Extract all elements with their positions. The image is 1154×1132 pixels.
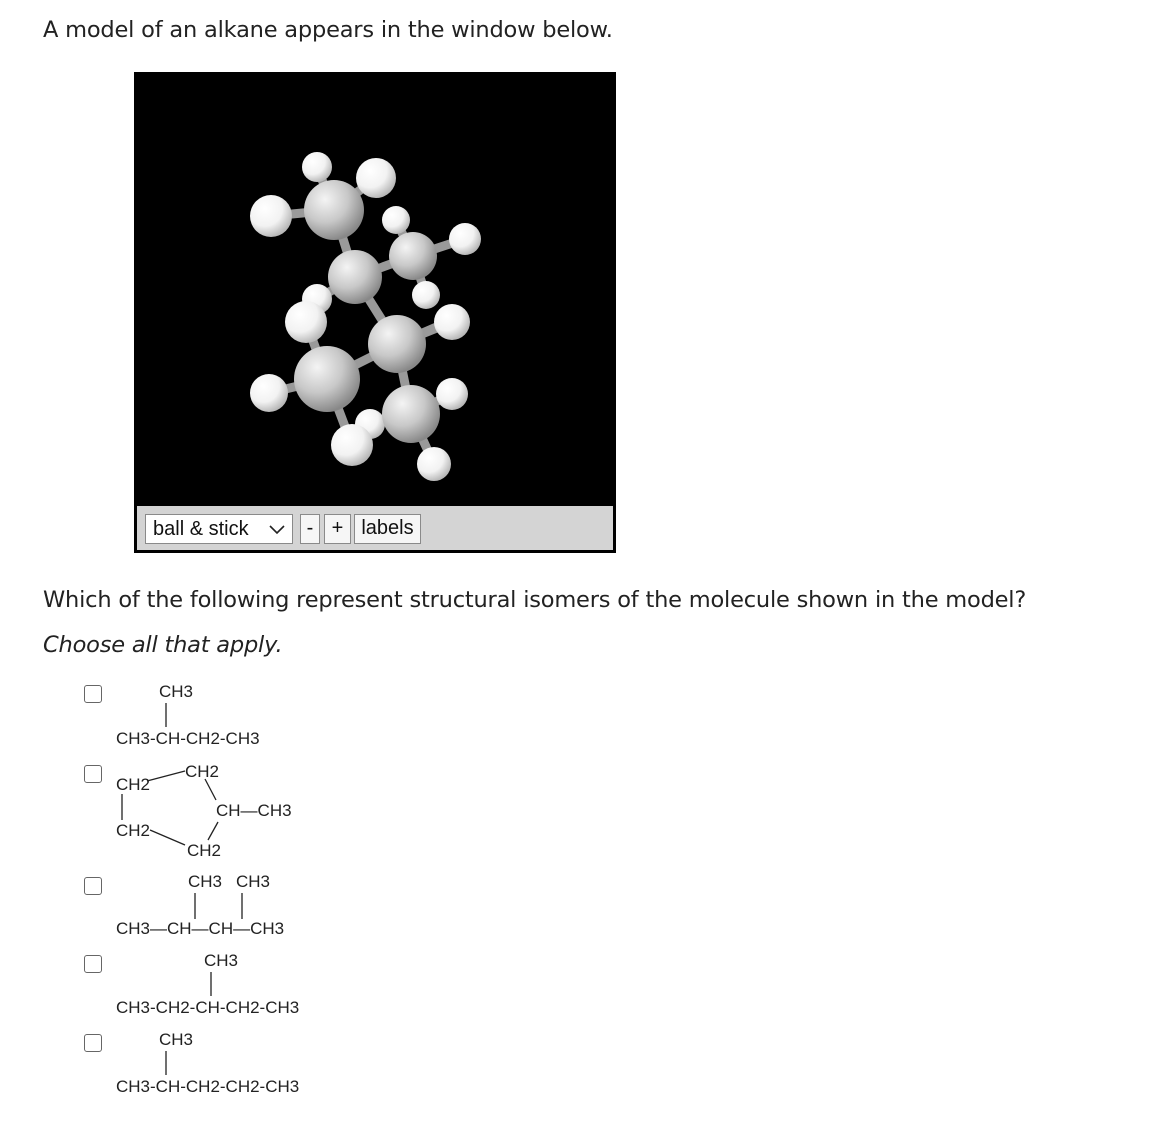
option-3-chain: CH3—CH—CH—CH3 xyxy=(116,919,285,938)
question-text: Which of the following represent structural isomers of the molecule shown in the model? xyxy=(43,587,1027,613)
zoom-out-button[interactable]: - xyxy=(300,514,320,544)
option-5-structure xyxy=(116,1030,299,1096)
option-1-chain: CH3-CH-CH2-CH3 xyxy=(116,729,260,748)
option-3-substituent-left: CH3 xyxy=(188,872,223,891)
option-5-substituent: CH3 xyxy=(159,1030,194,1049)
option-2-ring-right: CH—CH3 xyxy=(216,801,292,820)
labels-button[interactable]: labels xyxy=(354,514,421,544)
zoom-in-button[interactable]: + xyxy=(324,514,351,544)
option-1-structure xyxy=(116,682,260,748)
option-5-chain: CH3-CH-CH2-CH2-CH3 xyxy=(116,1077,300,1096)
option-3-structure xyxy=(116,872,284,938)
option-2-structure xyxy=(116,762,292,860)
option-1-substituent: CH3 xyxy=(159,682,194,701)
intro-text: A model of an alkane appears in the window below. xyxy=(43,17,613,43)
option-3-substituent-right: CH3 xyxy=(236,872,271,891)
option-2-ring-bottom: CH2 xyxy=(187,841,222,860)
option-2-ring-left-top: CH2 xyxy=(116,775,151,794)
option-2-ring-top: CH2 xyxy=(185,762,220,781)
render-style-value: ball & stick xyxy=(153,518,249,540)
option-4-chain: CH3-CH2-CH-CH2-CH3 xyxy=(116,998,300,1017)
option-4-structure xyxy=(116,951,299,1017)
option-4-substituent: CH3 xyxy=(204,951,239,970)
instruction-text: Choose all that apply. xyxy=(43,632,283,658)
option-2-ring-left-bottom: CH2 xyxy=(116,821,151,840)
